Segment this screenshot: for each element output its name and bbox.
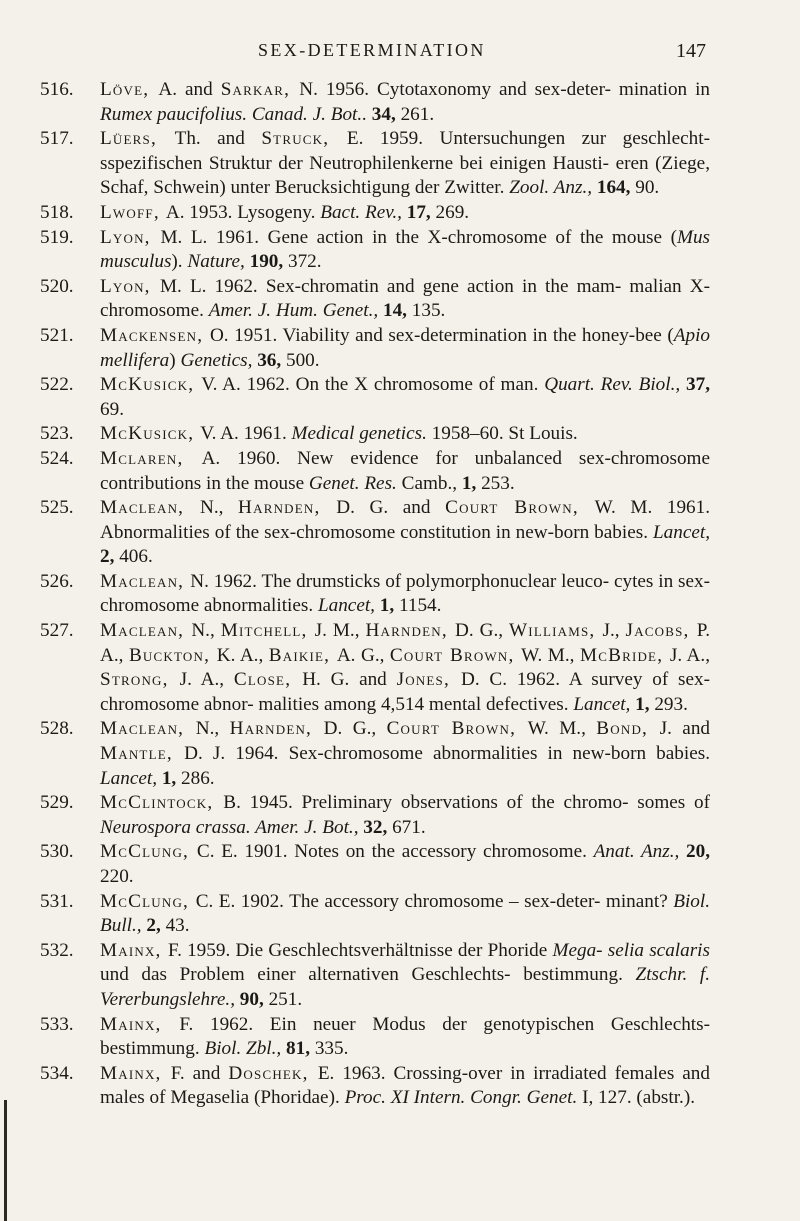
italic-text: Quart. Rev. Biol.,: [544, 374, 687, 396]
citation-text: 671.: [392, 816, 426, 838]
citation-text: B. 1945. Preliminary observations of the chromo- somes of: [223, 792, 710, 814]
citation-text: 406.: [119, 546, 153, 568]
reference-number: 518.: [40, 201, 74, 223]
italic-text: Lancet,: [573, 693, 636, 715]
author-name: Strong,: [100, 669, 180, 691]
italic-text: Amer. J. Hum. Genet.,: [208, 300, 383, 322]
reference-text: [100, 276, 710, 322]
citation-text: ).: [171, 251, 188, 273]
reference-text: [100, 841, 710, 887]
page-number: 147: [676, 40, 706, 62]
citation-text: 372.: [287, 251, 322, 273]
reference-text: [100, 79, 710, 125]
citation-text: 335.: [314, 1038, 349, 1060]
reference-text: [100, 792, 710, 838]
author-name: McClung,: [100, 841, 197, 863]
citation-text: V. A. 1962. On the X chromosome of man.: [201, 374, 545, 396]
reference-entry: [40, 570, 710, 619]
reference-number: 516.: [40, 79, 74, 100]
volume-number: 32,: [363, 816, 393, 838]
citation-text: E. 1963. Crossing-over in irradiated females and males of Megaselia (Phoridae).: [100, 1062, 710, 1109]
reference-text: [100, 325, 710, 371]
reference-entry: [40, 791, 710, 840]
author-name: Maclean,: [100, 570, 191, 592]
volume-number: 17,: [406, 201, 436, 223]
citation-text: D. G.,: [323, 718, 387, 740]
volume-number: 1,: [461, 472, 482, 494]
citation-text: J. and: [659, 718, 711, 740]
author-name: Court Brown,: [389, 644, 522, 666]
volume-number: 2,: [146, 915, 166, 937]
volume-number: 1,: [161, 767, 182, 789]
reference-number: 520.: [40, 275, 74, 297]
volume-number: 81,: [286, 1038, 315, 1060]
italic-text: Bact. Rev.,: [320, 201, 407, 223]
citation-text: A. 1953. Lysogeny.: [165, 201, 321, 223]
citation-text: W. M. 1961. Abnormalities of the sex-chromosome constitution in new-born babies.: [100, 497, 711, 543]
author-name: Mainx,: [100, 1062, 171, 1084]
citation-text: 1958–60. St Louis.: [431, 423, 578, 445]
volume-number: 34,: [371, 103, 401, 125]
author-name: Doschek,: [228, 1062, 318, 1084]
author-name: Lwoff,: [100, 201, 166, 223]
italic-text: Proc. XI Intern. Congr. Genet.: [344, 1087, 583, 1109]
reference-entry: [40, 496, 710, 570]
reference-text: [100, 718, 710, 788]
reference-number: 534.: [40, 1062, 74, 1084]
reference-number: 523.: [40, 423, 74, 445]
citation-text: N.,: [199, 497, 239, 519]
reference-entry: [40, 1062, 710, 1111]
citation-text: J. A.,: [669, 644, 711, 666]
citation-text: O. 1951. Viability and sex-determination in the honey-bee (: [209, 324, 674, 346]
reference-entry: [40, 1013, 710, 1062]
author-name: Mainx,: [100, 1013, 180, 1035]
reference-text: [100, 497, 710, 567]
citation-text: N.,: [191, 620, 221, 642]
citation-text: 269.: [435, 201, 470, 223]
citation-text: A. 1960. New evidence for unbalanced sex-chromosome contributions in the mouse: [100, 447, 710, 494]
citation-text: 69.: [100, 398, 124, 420]
reference-entry: [40, 890, 710, 939]
citation-text: F. 1959. Die Geschlechtsverhältnisse der Phoride: [167, 939, 553, 961]
citation-text: C. E. 1901. Notes on the accessory chromosome.: [196, 841, 594, 863]
author-name: Maclean,: [100, 497, 200, 519]
reference-number: 527.: [40, 620, 74, 642]
reference-entry: [40, 324, 710, 373]
author-name: Lüers,: [100, 128, 175, 150]
citation-text: W. M.,: [521, 644, 580, 666]
citation-text: 251.: [268, 988, 303, 1010]
reference-entry: [40, 717, 710, 791]
reference-number: 531.: [40, 890, 74, 912]
reference-entry: [40, 373, 710, 422]
volume-number: 1,: [379, 595, 399, 617]
reference-entry: [40, 422, 710, 447]
citation-text: 135.: [411, 300, 446, 322]
author-name: Mainx,: [100, 939, 168, 961]
author-name: Löve,: [100, 79, 159, 100]
reference-number: 524.: [40, 447, 74, 469]
author-name: Maclean,: [100, 620, 192, 642]
reference-text: [100, 620, 710, 715]
author-name: Harnden,: [365, 620, 456, 642]
author-name: McKusick,: [100, 423, 201, 445]
volume-number: 164,: [596, 177, 636, 199]
volume-number: 36,: [257, 349, 286, 371]
reference-number: 525.: [40, 497, 74, 519]
citation-text: M. L. 1962. Sex-chromatin and gene action in the mam- malian X-chromosome.: [100, 275, 710, 322]
citation-text: A. G.,: [336, 644, 390, 666]
citation-text: 293.: [654, 693, 688, 715]
citation-text: F. and: [170, 1062, 229, 1084]
italic-text: Genetics,: [180, 349, 258, 371]
italic-text: Apio mellifera: [100, 324, 710, 371]
author-name: Lyon,: [100, 275, 160, 297]
volume-number: 14,: [382, 300, 412, 322]
citation-text: 43.: [165, 915, 190, 937]
reference-text: [100, 202, 469, 223]
author-name: Sarkar,: [220, 79, 300, 100]
reference-number: 522.: [40, 374, 74, 396]
italic-text: Lancet,: [317, 595, 380, 617]
citation-text: 1154.: [398, 595, 442, 617]
author-name: Mackensen,: [100, 324, 210, 346]
reference-number: 526.: [40, 570, 74, 592]
citation-text: W. M.,: [527, 718, 597, 740]
reference-entry: [40, 840, 710, 889]
citation-text: und das Problem einer alternativen Geschlechts- bestimmung.: [100, 964, 636, 986]
reference-number: 517.: [40, 128, 74, 150]
reference-text: [100, 1063, 710, 1109]
volume-number: 37,: [686, 374, 710, 396]
citation-text: A. and: [158, 79, 221, 100]
author-name: McClung,: [100, 890, 196, 912]
reference-text: [100, 1014, 710, 1060]
citation-text: ): [169, 349, 181, 371]
volume-number: 2,: [100, 546, 120, 568]
citation-text: K. A.,: [216, 644, 269, 666]
italic-text: Lancet,: [100, 767, 162, 789]
author-name: Struck,: [261, 128, 347, 150]
citation-text: P. A.,: [100, 620, 711, 666]
reference-list: [40, 78, 710, 1111]
italic-text: Zool. Anz.,: [509, 177, 597, 199]
reference-text: [100, 128, 710, 198]
italic-text: Ztschr. f. Vererbungslehre.,: [100, 964, 711, 1010]
reference-number: 519.: [40, 226, 74, 248]
citation-text: Th. and: [174, 128, 262, 150]
volume-number: 20,: [686, 841, 710, 863]
reference-text: [100, 227, 710, 273]
citation-text: 286.: [181, 767, 215, 789]
author-name: Mantle,: [100, 743, 185, 765]
author-name: Jones,: [396, 669, 461, 691]
citation-text: M. L. 1961. Gene action in the X-chromosome of the mouse (: [160, 226, 677, 248]
reference-entry: [40, 447, 710, 496]
running-title: SEX-DETERMINATION: [258, 40, 486, 60]
author-name: McClintock,: [100, 792, 224, 814]
author-name: Williams,: [508, 620, 603, 642]
citation-text: 253.: [481, 472, 515, 494]
reference-text: [100, 448, 710, 494]
citation-text: 500.: [285, 349, 320, 371]
italic-text: Mus musculus: [100, 226, 711, 273]
reference-text: [100, 571, 710, 617]
running-header: [0, 40, 800, 70]
author-name: Close,: [233, 669, 303, 691]
reference-number: 521.: [40, 324, 74, 346]
italic-text: Anat. Anz.,: [593, 841, 687, 863]
author-name: Mclaren,: [100, 447, 202, 469]
italic-text: Genet. Res.: [308, 472, 402, 494]
reference-text: [100, 374, 710, 420]
reference-number: 532.: [40, 939, 74, 961]
citation-text: 220.: [100, 866, 134, 887]
volume-number: 90,: [239, 988, 269, 1010]
citation-text: D. G.,: [455, 620, 509, 642]
author-name: Court Brown,: [386, 718, 528, 740]
citation-text: C. E. 1902. The accessory chromosome – sex-deter- minant?: [195, 890, 674, 912]
author-name: Harnden,: [229, 718, 324, 740]
citation-text: I, 127. (abstr.).: [582, 1087, 696, 1109]
italic-text: Medical genetics.: [291, 423, 432, 445]
citation-text: F. 1962. Ein neuer Modus der genotypischen Geschlechts- bestimmung.: [100, 1013, 710, 1060]
citation-text: N.,: [195, 718, 230, 740]
citation-text: J. M.,: [314, 620, 366, 642]
reference-number: 528.: [40, 718, 74, 740]
author-name: Jacobs,: [625, 620, 697, 642]
italic-text: Biol. Bull.,: [100, 890, 710, 937]
author-name: Baikie,: [268, 644, 337, 666]
italic-text: Rumex paucifolius. Canad. J. Bot..: [100, 103, 372, 125]
reference-entry: [40, 201, 710, 226]
citation-text: 90.: [635, 177, 660, 199]
citation-text: E. 1959. Untersuchungen zur geschlecht- sspezifischen Struktur der Neutrophilenkerne bei einigen Hausti- eren (Ziege, Schaf, Schwein) unter Berucksichtigung der Zwitter.: [100, 128, 710, 199]
author-name: Harnden,: [238, 497, 337, 519]
italic-text: Nature,: [187, 251, 250, 273]
volume-number: 190,: [249, 251, 288, 273]
author-name: Buckton,: [128, 644, 217, 666]
citation-text: D. G. and: [336, 497, 446, 519]
citation-text: N. 1956. Cytotaxonomy and sex-deter- mination in: [299, 79, 711, 100]
reference-entry: [40, 619, 710, 717]
volume-number: 1,: [635, 693, 655, 715]
reference-text: [100, 891, 710, 937]
author-name: Court Brown,: [445, 497, 595, 519]
italic-text: Lancet,: [652, 521, 710, 543]
reference-text: [100, 940, 710, 1010]
italic-text: Mega- selia scalaris: [552, 939, 710, 961]
citation-text: H. G. and: [302, 669, 397, 691]
author-name: Bond,: [596, 718, 660, 740]
reference-text: [100, 423, 578, 444]
scan-edge-mark: [4, 1100, 7, 1221]
reference-entry: [40, 127, 710, 201]
reference-entry: [40, 226, 710, 275]
reference-number: 529.: [40, 792, 74, 814]
citation-text: V. A. 1961.: [200, 423, 292, 445]
citation-text: J.,: [602, 620, 626, 642]
author-name: McKusick,: [100, 374, 202, 396]
reference-entry: [40, 939, 710, 1013]
citation-text: J. A.,: [179, 669, 234, 691]
reference-number: 530.: [40, 841, 74, 863]
italic-text: Neurospora crassa. Amer. J. Bot.,: [100, 816, 364, 838]
citation-text: N. 1962. The drumsticks of polymorphonuclear leuco- cytes in sex-chromosome abnormalities.: [100, 570, 711, 617]
author-name: Lyon,: [100, 226, 161, 248]
citation-text: D. C. 1962. A survey of sex-chromosome abnor- malities among 4,514 mental defectives.: [100, 669, 710, 715]
citation-text: Camb.,: [401, 472, 462, 494]
citation-text: D. J. 1964. Sex-chromosome abnormalities in new-born babies.: [184, 743, 710, 765]
author-name: Mitchell,: [220, 620, 315, 642]
italic-text: Biol. Zbl.,: [204, 1038, 287, 1060]
reference-entry: [40, 78, 710, 127]
author-name: Maclean,: [100, 718, 196, 740]
author-name: McBride,: [579, 644, 670, 666]
citation-text: 261.: [400, 103, 435, 125]
reference-entry: [40, 275, 710, 324]
reference-number: 533.: [40, 1013, 74, 1035]
